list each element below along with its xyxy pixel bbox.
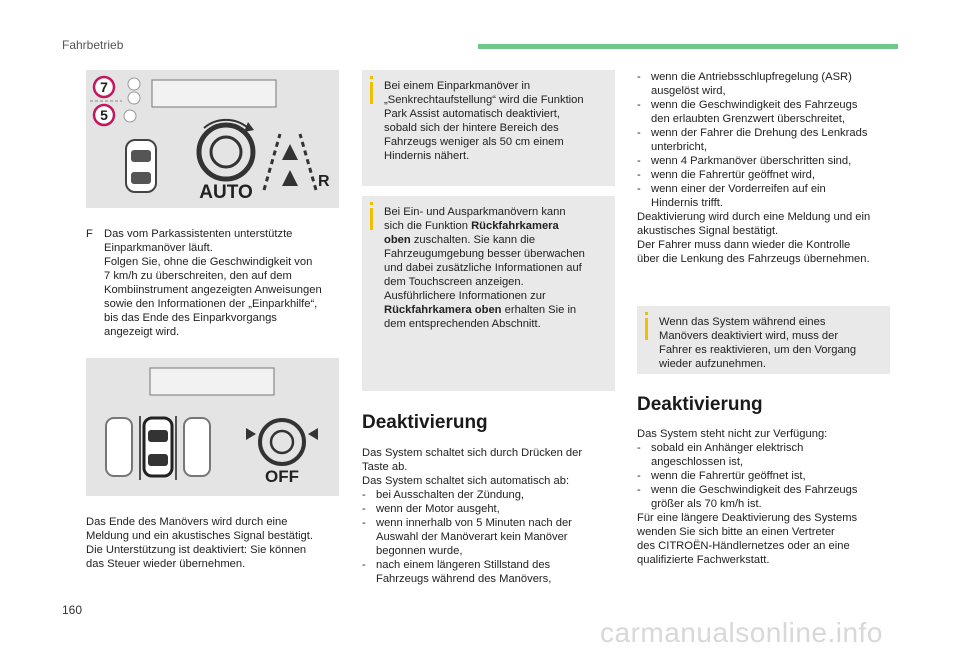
steering-wheel-off-icon	[246, 420, 318, 464]
section-accent-bar	[478, 44, 898, 49]
list-item: - wenn einer der Vorderreifen auf ein	[637, 183, 826, 195]
info-note-perpendicular: Bei einem Einparkmanöver in „Senkrechtaufstellung“ wird die Funktion Park Assist automatisch deaktiviert, sobald sich der hintere Bereich des Fahrzeugs weniger als 50 cm einem Hindernis nähert.	[362, 70, 615, 186]
off-label: OFF	[265, 467, 299, 486]
list-item: - wenn die Fahrertür geöffnet wird,	[637, 169, 815, 181]
list-item: - wenn der Motor ausgeht,	[362, 503, 500, 515]
list-item: - sobald ein Anhänger elektrisch	[637, 442, 804, 454]
auto-label: AUTO	[199, 182, 253, 203]
car-top-view-icon	[126, 140, 156, 192]
list-item: - nach einem längeren Stillstand des	[362, 559, 551, 571]
info-icon	[370, 82, 373, 104]
info-icon	[370, 208, 373, 230]
list-item: - wenn 4 Parkmanöver überschritten sind,	[637, 155, 852, 167]
list-item: - wenn die Fahrertür geöffnet ist,	[637, 470, 806, 482]
sensor-icon	[128, 78, 140, 90]
sensor-icon	[128, 92, 140, 104]
list-item: - bei Ausschalten der Zündung,	[362, 489, 525, 501]
callout-7-label: 7	[100, 79, 108, 95]
page-number: 160	[62, 603, 83, 617]
parked-cars-icon	[106, 416, 210, 480]
deactivation-list-continued: - wenn die Antriebsschlupfregelung (ASR) ausgelöst wird, - wenn die Geschwindigkeit des Fahrzeugs den erlaubten Grenzwert überschreitet, - wenn der Fahrer die Drehung des Lenkrads unterbricht, - wenn 4 Parkmanöver überschritten sind, - wenn die Fahrertür geöffnet wird, - wenn einer der Vorderreifen auf ein Hindernis trifft. Deaktivierung wird durch eine Meldung und ein akustisches Signal bestätigt. Der Fahrer muss dann wieder die Kontrolle über die Lenkung des Fahrzeugs übernehmen.	[637, 70, 899, 266]
steering-wheel-icon	[199, 120, 254, 179]
info-note-reactivate: Wenn das System während eines Manövers deaktiviert wird, muss der Fahrer es reaktivieren, um den Vorgang wieder aufzunehmen.	[637, 306, 890, 374]
list-item: - wenn die Antriebsschlupfregelung (ASR)	[637, 71, 852, 83]
callout-5-label: 5	[100, 107, 108, 123]
list-item: - wenn innerhalb von 5 Minuten nach der	[362, 517, 572, 529]
list-item: - wenn die Geschwindigkeit des Fahrzeugs	[637, 99, 858, 111]
maneuver-end-paragraph: Das Ende des Manövers wird durch eine Meldung und ein akustisches Signal bestätigt. Die Unterstützung ist deaktiviert: Sie können das Steuer wieder übernehmen.	[86, 516, 314, 570]
sensor-icon	[124, 110, 136, 122]
figure-park-assist-off	[86, 358, 339, 496]
reverse-gear-label: R	[318, 173, 330, 190]
parking-maneuver-icon	[264, 134, 316, 190]
list-item: - wenn die Geschwindigkeit des Fahrzeugs	[637, 484, 858, 496]
park-assist-off-illustration	[86, 358, 339, 496]
section-title: Fahrbetrieb	[62, 38, 124, 52]
section-heading-deactivation: Deaktivierung	[362, 412, 488, 433]
info-note-camera: Bei Ein- und Ausparkmanövern kann sich die Funktion Rückfahrkamera oben zuschalten. Sie kann die Fahrzeugumgebung besser überwachen und dabei zusätzliche Informationen auf dem Touchscreen anzeigen. Ausführlichere Informationen zur Rückfahrkamera oben erhalten Sie in dem entsprechenden Abschnitt.	[362, 196, 615, 391]
bullet-symbol: F	[86, 228, 93, 240]
list-item: - wenn der Fahrer die Drehung des Lenkrads	[637, 127, 868, 139]
section-heading-deactivation-2: Deaktivierung	[637, 394, 763, 415]
info-icon	[645, 318, 648, 340]
deactivation-list: Das System schaltet sich durch Drücken der Taste ab. Das System schaltet sich automatisch ab: - bei Ausschalten der Zündung, - wenn der Motor ausgeht, - wenn innerhalb von 5 Minuten nach der Auswahl der Manöverart kein Manöver begonnen wurde, - nach einem längeren Stillstand des Fahrzeugs während des Manövers,	[362, 446, 622, 586]
active-maneuver-bullet: F Das vom Parkassistenten unterstützte Einparkmanöver läuft. Folgen Sie, ohne die Geschwindigkeit von 7 km/h zu überschreiten, den auf dem Kombiinstrument angezeigten Anweisungen sowie den Informationen der „Einparkhilfe“, bis das Ende des Einparkvorgangs angezeigt wird.	[86, 228, 322, 338]
figure-park-assist-auto	[86, 70, 339, 208]
unavailability-list: Das System steht nicht zur Verfügung: - sobald ein Anhänger elektrisch angeschlossen ist, - wenn die Fahrertür geöffnet ist, - wenn die Geschwindigkeit des Fahrzeugs größer als 70 km/h ist. Für eine längere Deaktivierung des Systems wenden Sie sich bitte an einen Vertreter des CITROËN-Händlernetzes oder an eine qualifizierte Fachwerkstatt.	[637, 427, 899, 567]
park-assist-auto-illustration	[86, 70, 339, 208]
watermark: carmanualsonline.info	[600, 617, 883, 648]
